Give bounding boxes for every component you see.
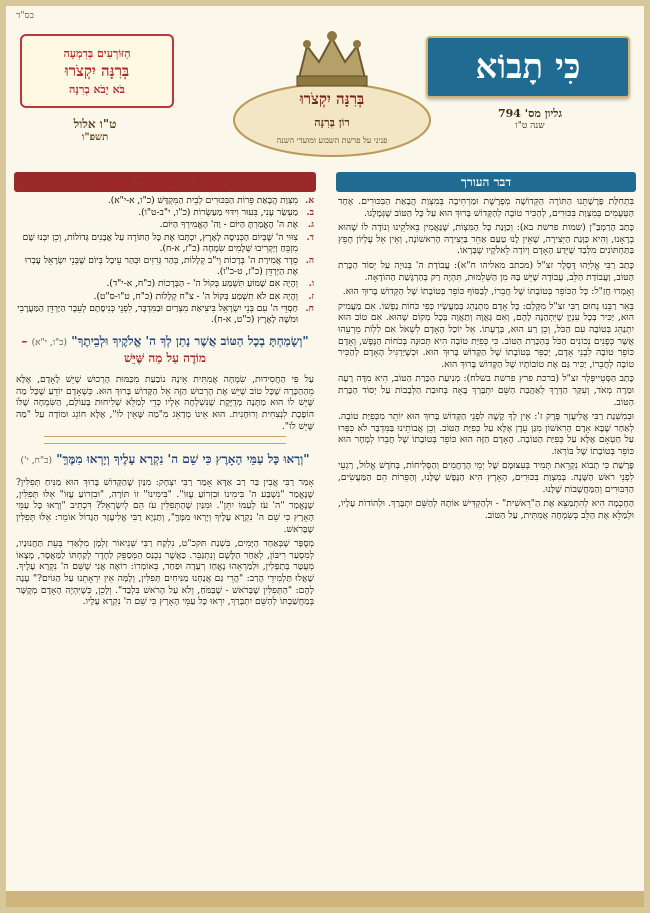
item-text: סֵדֶר אֲמִירַת ה' בְּרָכוֹת וְי"ב קְלָלוֹת, בְּהַר גְּרִזִים וּבְהַר עֵיבָל בְּיוֹם שֶׁבְּנֵי יִשְׂרָאֵל עָבְרוּ אֶת הַיַּרְדֵּן (כ"ז, ט-כ"ו).: [24, 256, 298, 278]
list-item: [16, 279, 314, 290]
promo-line-3: בֹּא יָבֹא בְרִנָּה: [69, 82, 125, 96]
editor-heading: דבר העורך: [336, 172, 636, 192]
issue-number: גליון מס' 794: [497, 107, 563, 120]
item-text: וְהָיָה אִם לֹא תִשְׁמַע בְּקוֹל ה' - צ"ח קְלָלוֹת (כ"ח, ט"ו-ס"ט).: [93, 291, 298, 302]
divider: [44, 436, 286, 444]
item-text: מַעְשַׂר עָנִי, בִּעוּר וִידּוּי מַעַשְׂרוֹת (כ"ו, י"ב-ט"ו).: [138, 208, 298, 219]
item-number: ד.: [306, 232, 314, 243]
editor-paragraph: בֵּאֵר רַבֵּנוּ נְחוּם רַבִּי זצ"ל מִקֶּלְם: כָּל אָדָם מִתְנַהֵג בְּמַעֲשָׂיו כְּפִי כֹּחוֹת נַפְשׁוֹ. אִם מַעֲמִיק הוּא, יַכִּיר בְּכָל עִנְיָן שֶׁיִּתְהַנֶּה לָהֶם, וְאִם גַּאֲוָה וְתַאֲוָה בְּכָל מְקוֹם שֶׁהוּא. אִם טוֹב הוּא יִתְנַהֵג בְּטוֹבָה עִם הַכֹּל, וְכֵן רַע הוּא, בְּרָעָתוֹ. אֵל יוֹכַל הָאָדָם לִשְׁאֹל אִם לִלְוֹת מֵרְעֵהוּ אֲשֶׁר כְּפָנִים נְכוֹנִים הַכֹּל בְּהַכָּרַת הַטּוֹב. כִּי כְּפִיַּת טוֹבָה הִיא תְּכוּנָה בְּכֹחוֹת הַנֶּפֶשׁ, וְאָדָם כּוֹפֵר טוֹבָה לִבְנֵי אָדָם, יְכַפֵּר בְּטוֹבָתוֹ שֶׁל הַקָּדוֹשׁ בָּרוּךְ הוּא. וּכְשֶׁיַּרְגִּיל הָאָדָם לְהַכִּיר טוֹבָה לְחֲבֵרוֹ, יַכִּיר גַּם אֶת טוֹבוֹתָיו שֶׁל הַקָּדוֹשׁ בָּרוּךְ הוּא.: [338, 300, 634, 370]
verse-ref: (כ"ח, י'): [20, 456, 52, 467]
editor-text: [336, 192, 636, 521]
issue-year: שנה ט"ו: [515, 121, 545, 131]
promo-line-2: בְּרִנָּה יִקְצֹרוּ: [64, 61, 130, 80]
header: [14, 20, 636, 170]
hebrew-year: תשפ"ו: [81, 132, 109, 143]
list-item: [16, 196, 314, 207]
parsha-title: כִּי תָבוֹא: [426, 36, 630, 98]
promo-line-1: הַזּוֹרְעִים בְּדִמְעָה: [63, 46, 131, 60]
item-number: א.: [305, 196, 314, 206]
item-number: ז.: [308, 291, 314, 302]
list-item: [16, 233, 314, 255]
logo-tagline: פניני על פרשת השבוע ומועדי השנה: [276, 136, 388, 145]
editor-column: [336, 172, 636, 889]
summary-column: [14, 172, 316, 889]
verse-heading: [16, 334, 314, 366]
editor-paragraph: בִּתְחִלַּת פָּרָשָׁתֵנוּ הַתּוֹרָה הַקְּדוֹשָׁה מְפָרֶשֶׁת וּמַרְחִיבָה בְּמִצְוַת הֲבָאַת הַבִּכּוּרִים. אֶחָד הַטְּעָמִים בְּמִצְוַת בִּכּוּרִים, לְהַכִּיר טוֹבָה לְהַקָּדוֹשׁ בָּרוּךְ הוּא עַל כָּל הַטּוֹב שֶׁגְּמָלָנוּ.: [338, 196, 634, 219]
item-text: אֶת ה' הֶאֱמַרְתָּ הַיּוֹם - וַה' הֶאֱמִירְךָ הַיּוֹם.: [159, 220, 298, 231]
editor-paragraph: הַחָכְמָה הִיא לְהִתְמַצֵּא אֶת הַ"רֵאשִׁית" - וּלְהַקְדִּישׁ אוֹתָהּ לְהַשֵּׁם יִתְבָּרַךְ. וּלְהוֹדוֹת עָלָיו, וּלְמַלֵּא אֶת הַלֵּב בְּשִׂמְחָה אֲמִתִּית, עַל הַטּוֹב.: [338, 498, 634, 521]
editor-paragraph: וְאָמְרוּ חֲזַ"ל: כָּל הַכּוֹפֵר בְּטוֹבָתוֹ שֶׁל חֲבֵרוֹ, לְבַסּוֹף כּוֹפֵר בְּטוֹבָתוֹ שֶׁל הַקָּדוֹשׁ בָּרוּךְ הוּא.: [342, 286, 634, 298]
summary-heading: כִּי תָבוֹא - תוכן ענייני הפרשה: [14, 172, 316, 192]
logo-subtitle: רוֹן בְּרִנָּה: [314, 116, 350, 129]
item-text: צִוּוּי ה' שֶׁבְּיוֹם הַכְּנִיסָה לָאָרֶץ, יִכְתְּבוּ אֶת כָּל הַתּוֹרָה עַל אֲבָנִים גְּדוֹלוֹת, וְכֵן יִבְנוּ שָׁם מִזְבֵּחַ וְיַקְרִיבוּ שְׁלָמִים שִׂמְחָה (כ"ז, א-ח).: [22, 232, 298, 254]
item-number: ב.: [306, 208, 314, 219]
verse-heading: [16, 452, 314, 469]
item-text: מִצְוַת הֲבָאַת פֵּרוֹת הַבִּכּוּרִים לְבֵית הַמִּקְדָּשׁ (כ"ו, א-י"א).: [107, 196, 298, 206]
list-item: [16, 220, 314, 231]
list-item: [16, 292, 314, 303]
editor-paragraph: פָּרָשַׁת כִּי תָבוֹא נִקְרֵאת תָּמִיד בְּעִצּוּמָם שֶׁל יְמֵי הָרַחֲמִים וְהַסְּלִיחוֹת, בְּחֹדֶשׁ אֱלוּל, רַגְעֵי לִפְנֵי רֹאשׁ הַשָּׁנָה. בְּמִצְוַת בִּכּוּרִים, הָאָרֶץ הִיא הַנֶּפֶשׁ שֶׁלָּנוּ, וְהַפֵּרוֹת הֵם הַמַּעֲשִׂים, הַדִּבּוּרִים וְהַמַּחֲשָׁבוֹת שֶׁלָּנוּ.: [338, 460, 634, 495]
verse-ref: (כ"ו, י"א): [31, 338, 68, 349]
article-paragraph: עַל פִּי הַחֲסִידוּת, שִׂמְחָה אֲמִתִּית אֵינָהּ נוֹבַעַת מִכַּמּוּת הָרְכוּשׁ שֶׁיֵּשׁ לָאָדָם, אֶלָּא מֵהַהַכָּרָה שֶׁכָּל טוֹב שֶׁיֵּשׁ אֶת הָרְכוּשׁ הַזֶּה אֵל הַקָּדוֹשׁ בָּרוּךְ הוּא. כְּשֶׁאָדָם יוֹדֵעַ שֶׁכָּל מַה שֶּׁיֵּשׁ לוֹ הוּא מַתָּנָה מְדֻיֶּקֶת שֶׁנִּשְׁלְחָה אֵלָיו כְּדֵי לְמַלֵּא שְׁלִיחוּת בָּעוֹלָם, הַשִּׂמְחָה שֶׁלּוֹ הוֹפֶכֶת לִנְצִחִית וְרוּחָנִית. הוּא אֵינוֹ מְדַאֵג מִ"מַה שֶּׁאֵין לוֹ", אֶלָּא חוֹגֵג וּמוֹדֶה עַל "מַה שֶּׁיֵּשׁ לוֹ".: [16, 374, 314, 432]
editor-paragraph: כָּתַב רַבִּי אֱלִיָּהוּ דֶּסְלֶר זצ"ל (מכתב מאליהו ח"א): עֲבוֹדַת ה' בְּנוּיָה עַל יְסוֹד הַכָּרַת הַטּוֹב, וַעֲבוֹדַת הַלֵּב, עֲבוֹדָה שֶׁיֵּשׁ בָּהּ מִן הַשְּׁלֵמוּת, תִּהְיֶה רַק בְּהַרְגָּשַׁת הַהוֹדָאָה.: [338, 259, 634, 283]
verse-motto: – מוֹדֶה עַל מַה שֶּׁיֵּשׁ: [21, 334, 206, 366]
promo-box: [20, 34, 174, 108]
article-paragraph: מְסֻפָּר שֶׁבְּאַחַד הַיָּמִים, בִּשְׁנַת תּקכ"ט, נִלְקַח רַבִּי שְׁנֵיאוֹר זַלְמָן מִלְּאַדִי בְּעֵת תַּחֲנוּנָיו, לְמִסְעַר רִיבּוֹן, לְאַחַר הַלֶּשֶׁם וְנִתְגַּבֵּר. כַּאֲשֶׁר נִכְנַס הַמְּסַפֵּק לַחֶדֶר לְקַחְתּוֹ לַמַּאֲסָר, מָצָאוֹ מְעֻטָּר בְּתַפְלִין, וּלְמַרְאֵהוּ נֶאֱחַז רְעָדָה וּפַחַד, בְּאוֹמְרוֹ: רוֹאֶה אֲנִי שֶׁשֵּׁם ה' נִקְרָא עָלֶיךָ. שָׁאֲלוּ תַּלְמִידֵי הָרַב: "הֲרֵי גַּם אֲנַחְנוּ מַנִּיחִים תְּפִלִּין, וְלָמָּה אֵין יִרְאָתֵנוּ עַל הַגּוֹיִם?" עָנָה לָהֶם: "הַתְּפִלִּין שֶׁבָּרֹאשׁ - שֶׁבַּמֹּחַ, וְלֹא עַל הָרֹאשׁ בִּלְבַד". וְלָכֵן, כְּשֶׁיִּהְיֶה הָאָדָם מְקֻשָּׁר בְּמַחֲשַׁבְתּוֹ לְהַשֵּׁם יִתְבָּרַךְ, יִרְאוּ כָּל עַמֵּי הָאָרֶץ כִּי שֵׁם ה' נִקְרָא עָלָיו.: [16, 538, 314, 608]
logo: [229, 20, 435, 162]
article-paragraph: אָמַר רַבִּי אֱבִין בַּר רַב אַדָּא אָמַר רַבִּי יִצְחָק: מִנַּיִן שֶׁהַקָּדוֹשׁ בָּרוּךְ הוּא מַנִּיחַ תְּפִלִּין? שֶׁנֶּאֱמַר "נִשְׁבַּע ה' בִּימִינוֹ וּבִזְרוֹעַ עֻזּוֹ". "בִּימִינוֹ" זוֹ תּוֹרָה, "וּבִזְרוֹעַ עֻזּוֹ" אֵלּוּ תְּפִלִּין, שֶׁנֶּאֱמַר "ה' עֹז לְעַמּוֹ יִתֵּן". וּמִנַּיִן שֶׁהַתְּפִלִּין עֹז הֵם לְיִשְׂרָאֵל? דִּכְתִיב "וְרָאוּ כָּל עַמֵּי הָאָרֶץ כִּי שֵׁם ה' נִקְרָא עָלֶיךָ וְיָרְאוּ מִמֶּךָּ", וְתַנְיָא רַבִּי אֱלִיעֶזֶר הַגָּדוֹל אוֹמֵר: אֵלּוּ תְּפִלִּין שֶׁבָּרֹאשׁ.: [16, 477, 314, 535]
logo-text: בְּרִנָּה יִקְצֹרוּ: [299, 90, 365, 108]
list-item: [16, 256, 314, 278]
editor-paragraph: כָּתַב הָרַמְבַּ"ן (שמות פרשת בא): וְכַוָּנַת כָּל הַמִּצְוֹת, שֶׁנַּאֲמִין בֵּאלֹקֵינוּ וְנוֹדֶה לוֹ שֶׁהוּא בְרָאָנוּ, וְהִיא כַּוָּנַת הַיְּצִירָה, שֶׁאֵין לָנוּ טַעַם אַחֵר בַּיְּצִירָה הָרִאשׁוֹנָה, וְאֵין אֵל עֶלְיוֹן חָפֵץ בַּתַּחְתּוֹנִים מִלְּבַד שֶׁיֵּדַע הָאָדָם וְיוֹדֶה לֵאלֹקָיו שֶׁבְּרָאוֹ.: [338, 222, 634, 257]
hebrew-date: ט"ו אלול: [73, 117, 117, 131]
issue-info: [430, 104, 630, 134]
date-box: [20, 112, 170, 148]
article-text: [14, 370, 316, 432]
item-number: ח.: [305, 303, 314, 314]
item-text: וְהָיָה אִם שָׁמוֹעַ תִּשְׁמַע בְּקוֹל ה' - הַבְּרָכוֹת (כ"ח, א-י"ד).: [106, 279, 298, 290]
summary-list: [14, 192, 316, 326]
item-number: ג.: [307, 220, 314, 231]
editor-paragraph: כָּתַב הַסְּטֵייפְּלֶר זצ"ל (ברכת פרץ פרשת בשלח): מְנִיעַת הַכָּרַת הַטּוֹב, הִיא מִדָּה רָעָה וּמַרָה מְאֹד, וְעִקַּר הַדֶּרֶךְ לְאַהֲבַת הַשֵּׁם יִתְבָּרַךְ בָּאָה בְּחוּבַת הַלְּבָבוֹת עַל יְסוֹד הַכָּרַת הַטּוֹב.: [338, 373, 634, 408]
page-ref: בס"ד: [16, 11, 34, 21]
item-text: חַסְדֵּי ה' עִם בְּנֵי יִשְׂרָאֵל בִּיצִיאַת מִצְרַיִם וּבַמִּדְבָּר, לִפְנֵי כְּנִיסָתָם לְעֵבֶר הַיַּרְדֵּן הַמַּעֲרָבִי וּמֹשֶׁה לָאָרֶץ (כ"ט, א-ח).: [17, 303, 298, 326]
article-text: [14, 473, 316, 608]
verse-text: "וְרָאוּ כָּל עַמֵּי הָאָרֶץ כִּי שֵׁם ה' נִקְרָא עָלֶיךָ וְיָרְאוּ מִמֶּךָּ": [56, 452, 310, 467]
list-item: [16, 304, 314, 326]
list-item: [16, 208, 314, 219]
footer-band: [6, 891, 644, 907]
editor-paragraph: וּבְמִשְׁנַת רַבִּי אֱלִיעֶזֶר פֶּרֶק ז': אֵין לְךָ קָשֶׁה לִפְנֵי הַקָּדוֹשׁ בָּרוּךְ הוּא יוֹתֵר מִכְּפִיַּת טוֹבָה. לְאַחַר שֶׁבָּא אָדָם הָרִאשׁוֹן מִגַּן עֵדֶן אֶלָּא עַל כְּפִיַּת הַטּוֹב. וְכֵן אֲבוֹתֵינוּ בַּמִּדְבָּר לֹא כִּפְּרוּ עַל חַטְאָם אֶלָּא עַל כְּפִיַּת הַטּוֹבָה. הָאָדָם הַזֶּה הוּא כּוֹפֵר בְּטוֹבָתוֹ שֶׁל חֲבֵרוֹ לְמָחָר הוּא כּוֹפֵר בְּטוֹבָתוֹ שֶׁל בּוֹרְאוֹ.: [338, 411, 634, 457]
verse-text: "וְשָׂמַחְתָּ בְכָל הַטּוֹב אֲשֶׁר נָתַן לְךָ ה' אֱלֹקֶיךָ וּלְבֵיתֶךָ": [71, 334, 309, 349]
item-number: ה.: [305, 256, 314, 267]
item-number: ו.: [308, 279, 314, 290]
